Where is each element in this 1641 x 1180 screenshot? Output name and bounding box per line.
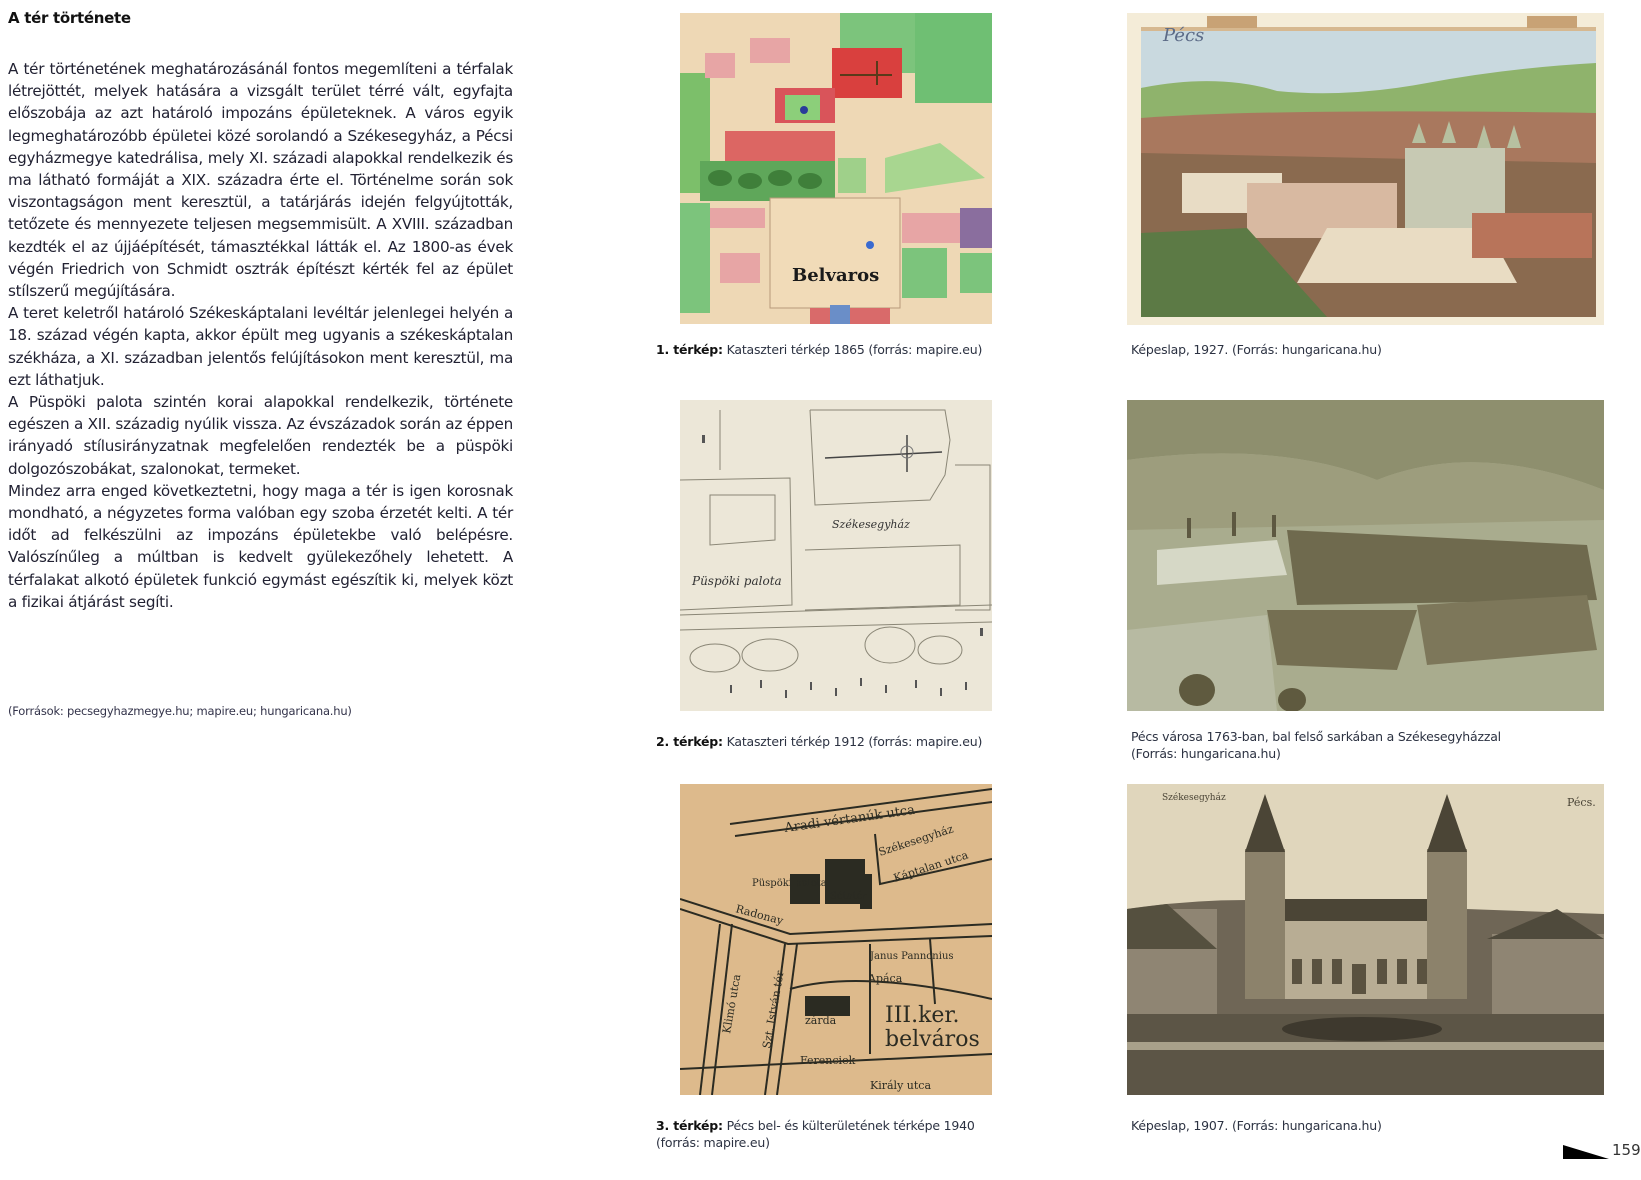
postcard-label-pecs: Pécs. (1567, 796, 1596, 809)
map2-caption: 2. térkép: Kataszteri térkép 1912 (forrás: mapire.eu) (656, 734, 983, 749)
postcard-1927-image (1127, 13, 1604, 325)
city-map-1940-image (680, 784, 992, 1095)
svg-text:Király utca: Király utca (870, 1079, 932, 1092)
svg-text:Janus Pannonius: Janus Pannonius (870, 951, 954, 962)
map-label-belvaros: Belvaros (792, 265, 880, 286)
engraving-1763-caption: Pécs városa 1763-ban, bal felső sarkában a Székesegyházzal (Forrás: hungaricana.hu) (1131, 729, 1501, 761)
svg-text:Klimó utca: Klimó utca (720, 973, 744, 1035)
postcard-1907-image (1127, 784, 1604, 1095)
figure-number: 2. térkép: (656, 734, 723, 749)
svg-text:Székesegyház: Székesegyház (876, 822, 955, 859)
paragraph: A teret keletről határoló Székeskáptalani levéltár jelenlegei helyén a 18. század végén kapta, akkor épült meg ugyanis a székeskáptalan székháza, a XI. században jelentős felújításokon ment keresztül, ma ezt láthatjuk. (8, 304, 513, 389)
svg-text:Sétatér: Sétatér (830, 891, 868, 902)
postcard-label-szekesegyhaz: Székesegyház (1162, 793, 1226, 803)
svg-text:belváros: belváros (885, 1027, 980, 1052)
map-label-puspoki-palota: Püspöki palota (692, 574, 782, 588)
svg-text:Püspöki palota: Püspöki palota (752, 878, 827, 889)
svg-text:Radonay: Radonay (734, 902, 785, 928)
engraving-1763-image (1127, 400, 1604, 711)
map1-caption: 1. térkép: Kataszteri térkép 1865 (forrás: mapire.eu) (656, 342, 983, 357)
postcard-handwriting: Pécs (1163, 25, 1205, 46)
page-number: 159 (1612, 1141, 1641, 1159)
paragraph: Mindez arra enged következtetni, hogy maga a tér is igen korosnak mondható, a négyzetes forma valóban egy szoba érzetét kelti. A tér időt ad felkészülni az impozáns épületekbe való belépésre. Valószínűleg a múltban is kedvelt gyülekezőhely lehetett. A térfalakat alkotó épületek funkció egymást egészítik ki, melyek közt a fizikai átjárást segíti. (8, 481, 513, 611)
svg-text:zárda: zárda (805, 1014, 837, 1027)
svg-text:Ferenciek: Ferenciek (800, 1054, 856, 1067)
svg-text:III.ker.: III.ker. (885, 1003, 960, 1028)
cadastral-map-1912-image (680, 400, 992, 711)
cadastral-map-1865-image (680, 13, 992, 324)
postcard-1907-caption: Képeslap, 1907. (Forrás: hungaricana.hu) (1131, 1118, 1382, 1133)
sources-note: (Források: pecsegyhazmegye.hu; mapire.eu; hungaricana.hu) (8, 704, 352, 718)
paragraph: A Püspöki palota szintén korai alapokkal rendelkezik, története egészen a XII. századig nyúlik vissza. Az évszázadok során az éppen irányadó stílusirányzatnak megfelelően rendezték be a püspöki dolgozószobákat, szalonokat, termeket. (8, 393, 513, 478)
body-text (8, 58, 513, 613)
section-heading: A tér története (8, 9, 131, 27)
page-corner-triangle-icon (1563, 1145, 1609, 1159)
paragraph: A tér történetének meghatározásánál fontos megemlíteni a térfalak létrejöttét, melyek hatására a vizsgált terület térré vált, egyfajta előszobája az azt határoló impozáns épületeknek. A város egyik legmeghatározóbb épületei közé sorolandó a Székesegyház, a Pécsi egyházmegye katedrálisa, mely XI. századi alapokkal rendelkezik és ma látható formáját a XIX. századra érte el. Történelme során sok viszontagságon ment keresztül, a tatárjárás idején felgyújtották, tetőzete és mennyezete teljesen megsemmisült. A XVIII. században kezdték el az újjáépítését, támasztékkal látták el. Az 1800-as évek végén Friedrich von Schmidt osztrák építészt kérték fel az épület stílszerű megújítására. (8, 60, 513, 301)
figure-number: 3. térkép: (656, 1118, 723, 1133)
svg-text:Apáca: Apáca (868, 972, 903, 985)
map3-caption: 3. térkép: Pécs bel- és külterületének térképe 1940 (forrás: mapire.eu) (656, 1118, 975, 1150)
postcard-1927-caption: Képeslap, 1927. (Forrás: hungaricana.hu) (1131, 342, 1382, 357)
svg-text:Szt. István tér: Szt. István tér (760, 969, 787, 1050)
svg-text:Káptalan utca: Káptalan utca (891, 848, 970, 885)
figure-number: 1. térkép: (656, 342, 723, 357)
map-label-szekesegyhaz: Székesegyház (832, 518, 910, 531)
svg-text:Aradi vértanúk utca: Aradi vértanúk utca (783, 802, 916, 836)
